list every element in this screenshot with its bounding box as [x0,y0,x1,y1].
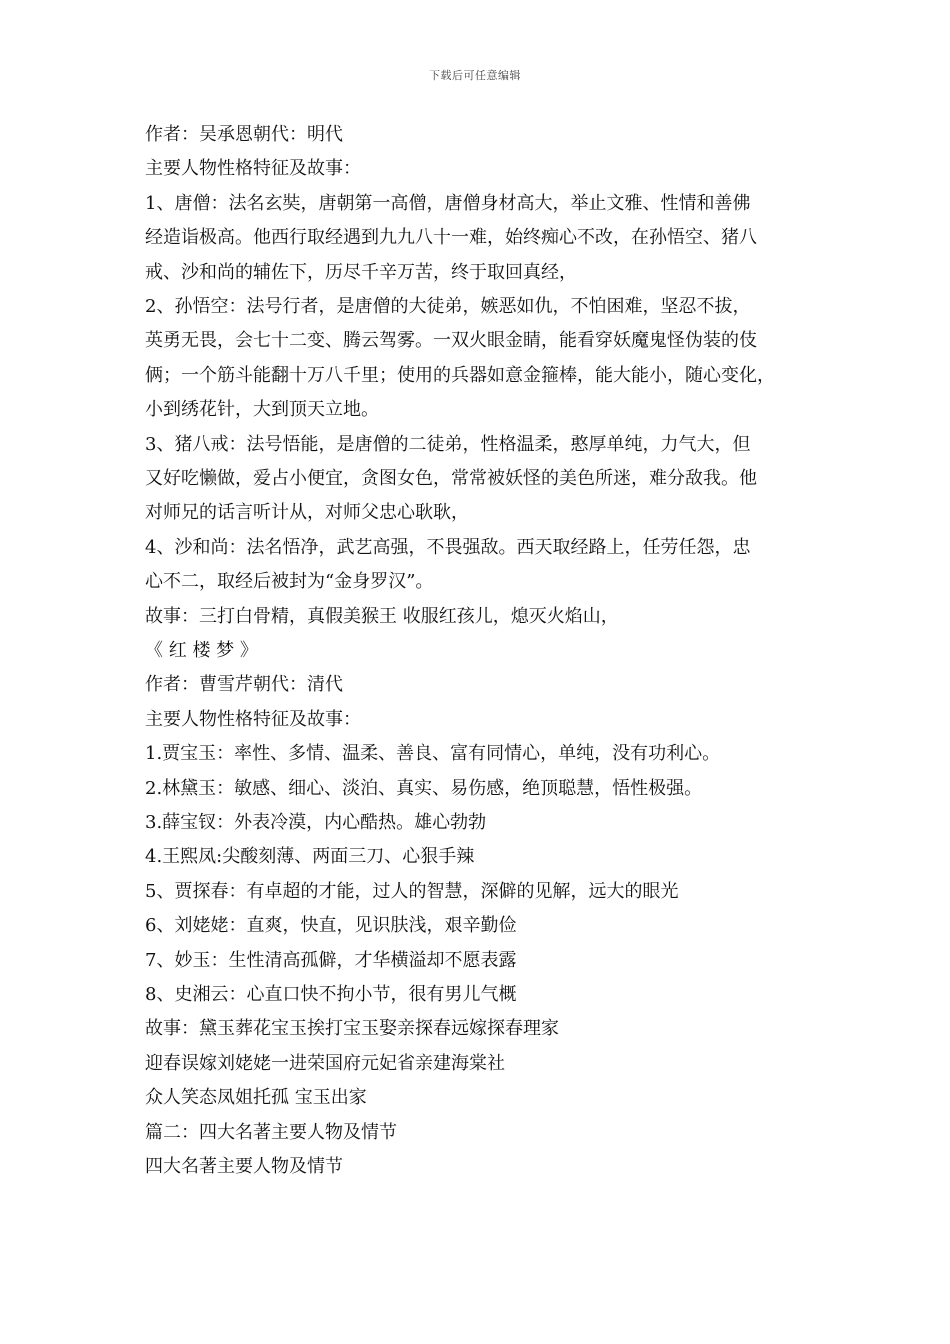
paragraph-line: 对师兄的话言听计从，对师父忠心耿耿， [145,502,469,524]
paragraph-line: 小到绣花针，大到顶天立地。 [145,399,379,421]
paragraph-line: 2、孙悟空：法号行者，是唐僧的大徒弟，嫉恶如仇，不怕困难，坚忍不拔， [145,296,751,317]
paragraph-line: 心不二，取经后被封为“金身罗汉”。 [145,571,434,593]
page-header: 下载后可任意编辑 [429,69,521,82]
paragraph-line: 1、唐僧：法名玄奘，唐朝第一高僧，唐僧身材高大，举止文雅、性情和善佛 [145,192,751,214]
author-line-hongloumeng: 作者：曹雪芹朝代：清代 [145,674,343,696]
book-title-hongloumeng: 《 红 楼 梦 》 [145,640,258,661]
paragraph-line: 3、猪八戒：法号悟能，是唐僧的二徒弟，性格温柔，憨厚单纯，力气大，但 [145,433,751,455]
characters-heading-hongloumeng: 主要人物性格特征及故事： [145,708,361,730]
section-heading: 篇二：四大名著主要人物及情节 [145,1121,397,1143]
stories-line-hongloumeng: 众人笑态凤姐托孤 宝玉出家 [145,1087,367,1109]
list-item: 6、刘姥姥：直爽，快直，见识肤浅，艰辛勤俭 [145,915,517,937]
list-item: 2.林黛玉：敏感、细心、淡泊、真实、易伤感，绝顶聪慧，悟性极强。 [145,777,703,799]
list-item: 7、妙玉：生性清高孤僻，才华横溢却不愿表露 [145,949,517,971]
list-item: 1.贾宝玉：率性、多情、温柔、善良、富有同情心，单纯，没有功利心。 [145,743,721,765]
stories-line-hongloumeng: 迎春误嫁刘姥姥一进荣国府元妃省亲建海棠社 [145,1052,505,1074]
paragraph-line: 戒、沙和尚的辅佐下，历尽千辛万苦，终于取回真经， [145,261,577,283]
stories-line-xiyouji: 故事：三打白骨精，真假美猴王 收服红孩儿，熄灭火焰山， [145,605,619,627]
list-item: 3.薛宝钗：外表冷漠，内心酷热。雄心勃勃 [145,812,487,833]
paragraph-line: 英勇无畏，会七十二变、腾云驾雾。一双火眼金睛，能看穿妖魔鬼怪伪装的伎 [145,330,757,352]
paragraph-line: 俩；一个筋斗能翻十万八千里；使用的兵器如意金箍棒，能大能小，随心变化， [145,364,775,386]
author-line-xiyouji: 作者：吴承恩朝代：明代 [145,124,343,145]
paragraph-line: 经造诣极高。他西行取经遇到九九八十一难，始终痴心不改，在孙悟空、猪八 [145,227,757,249]
list-item: 4.王熙凤:尖酸刻薄、两面三刀、心狠手辣 [145,846,475,868]
section-subheading: 四大名著主要人物及情节 [145,1156,343,1177]
list-item: 5、贾探春：有卓超的才能，过人的智慧，深僻的见解，远大的眼光 [145,880,679,902]
list-item: 8、史湘云：心直口快不拘小节，很有男儿气概 [145,984,517,1005]
paragraph-line: 4、沙和尚：法名悟净，武艺高强，不畏强敌。西天取经路上，任劳任怨，忠 [145,536,751,558]
characters-heading-xiyouji: 主要人物性格特征及故事： [145,158,361,180]
paragraph-line: 又好吃懒做，爱占小便宜，贪图女色，常常被妖怪的美色所迷，难分敌我。他 [145,468,757,489]
stories-line-hongloumeng: 故事：黛玉葬花宝玉挨打宝玉娶亲探春远嫁探春理家 [145,1018,559,1040]
